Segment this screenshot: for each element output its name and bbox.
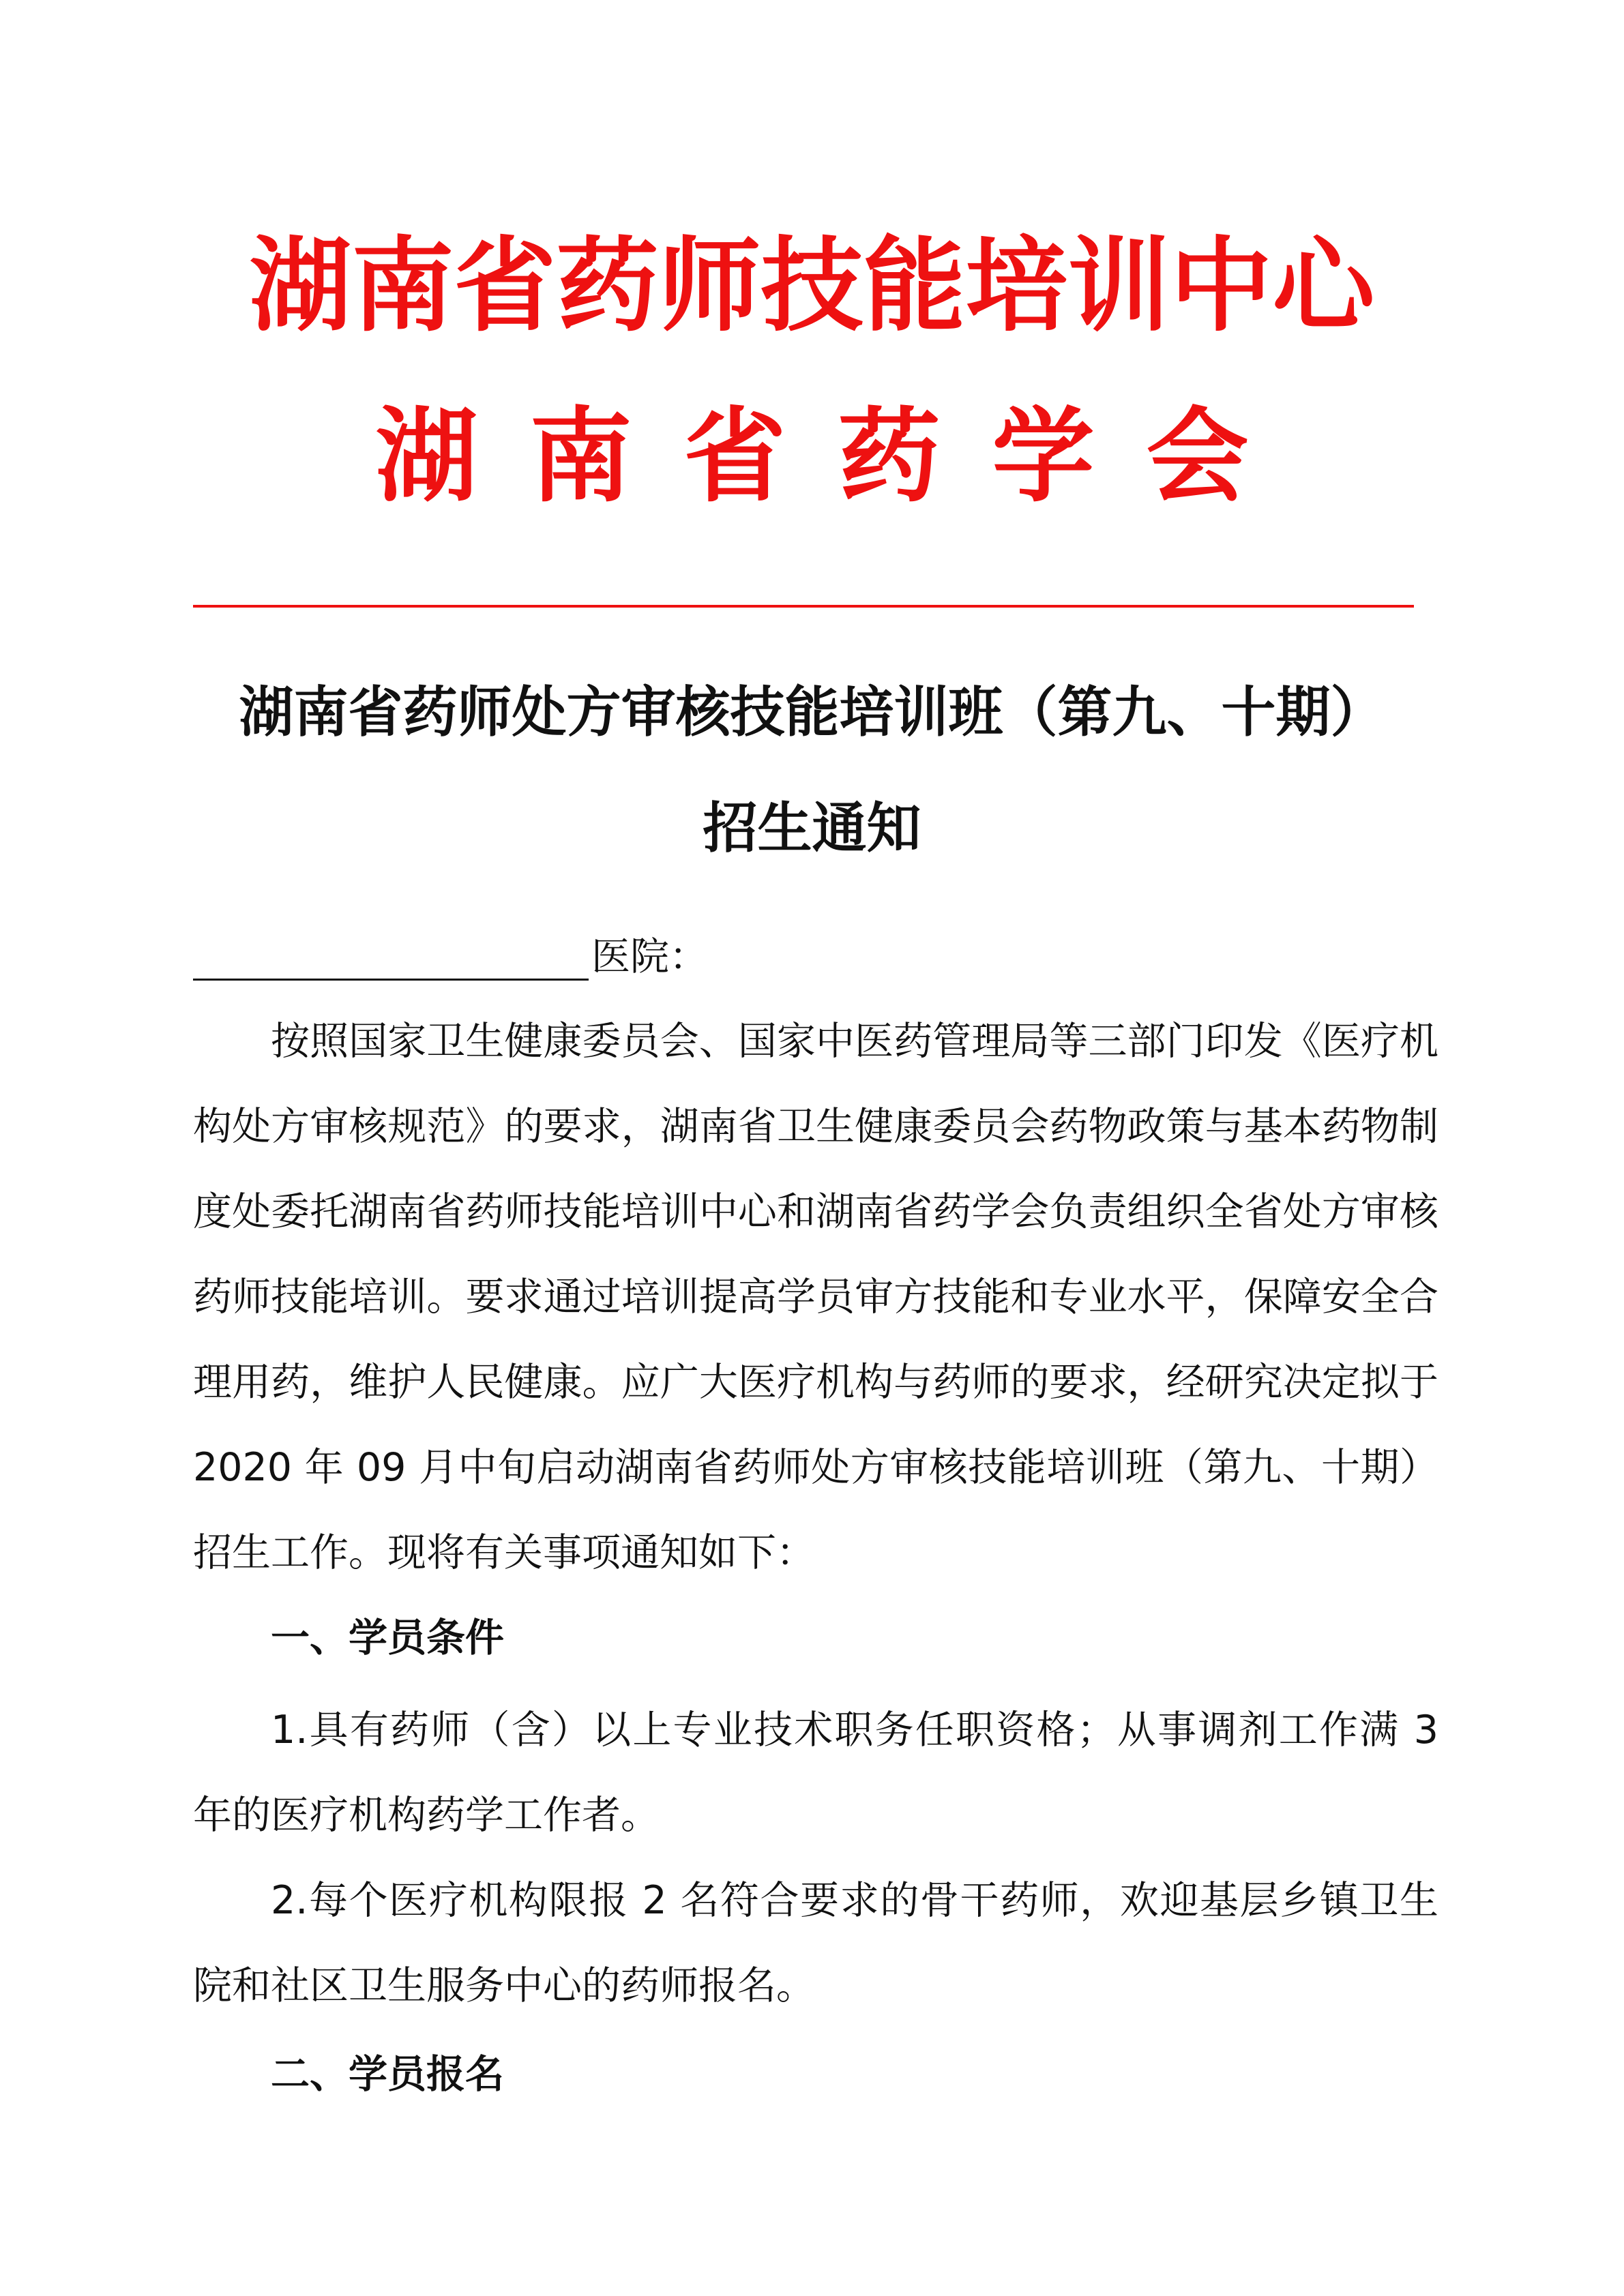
salutation-suffix: 医院： — [591, 934, 708, 979]
section-heading-trainee-requirements: 一、学员条件 — [271, 1615, 504, 1660]
hospital-name-blank[interactable] — [193, 940, 589, 981]
notice-subtitle: 招生通知 — [703, 796, 921, 860]
intro-paragraph: 按照国家卫生健康委员会、国家中医药管理局等三部门印发《医疗机构处方审核规范》的要求，湖南省卫生健康委员会药物政策与基本药物制度处委托湖南省药师技能培训中心和湖南省药学会负责组织全省处方审核药师技能培训。要求通过培训提高学员审方技能和专业水平，保障安全合理用药，维护人民健康。应广大医疗机构与药师的要求，经研究决定拟于 2020 年 09 月中旬启动湖南省药师处方审核技能培训班（第九、十期）招生工作。现将有关事项通知如下： — [193, 1019, 1438, 1575]
section-heading-registration: 二、学员报名 — [271, 2052, 504, 2097]
org-name-pharmaceutical-association: 湖南省药学会 — [375, 398, 1301, 516]
requirement-item-1: 1.具有药师（含）以上专业技术职务任职资格；从事调剂工作满 3 年的医疗机构药学工作者。 — [193, 1708, 1438, 1838]
letterhead-divider — [193, 605, 1414, 608]
requirement-item-2: 2.每个医疗机构限报 2 名符合要求的骨干药师，欢迎基层乡镇卫生院和社区卫生服务中心的药师报名。 — [193, 1878, 1438, 2008]
notice-title: 湖南省药师处方审核技能培训班（第九、十期） — [239, 681, 1385, 744]
salutation — [193, 933, 708, 981]
org-name-training-center: 湖南省药师技能培训中心 — [249, 227, 1375, 346]
